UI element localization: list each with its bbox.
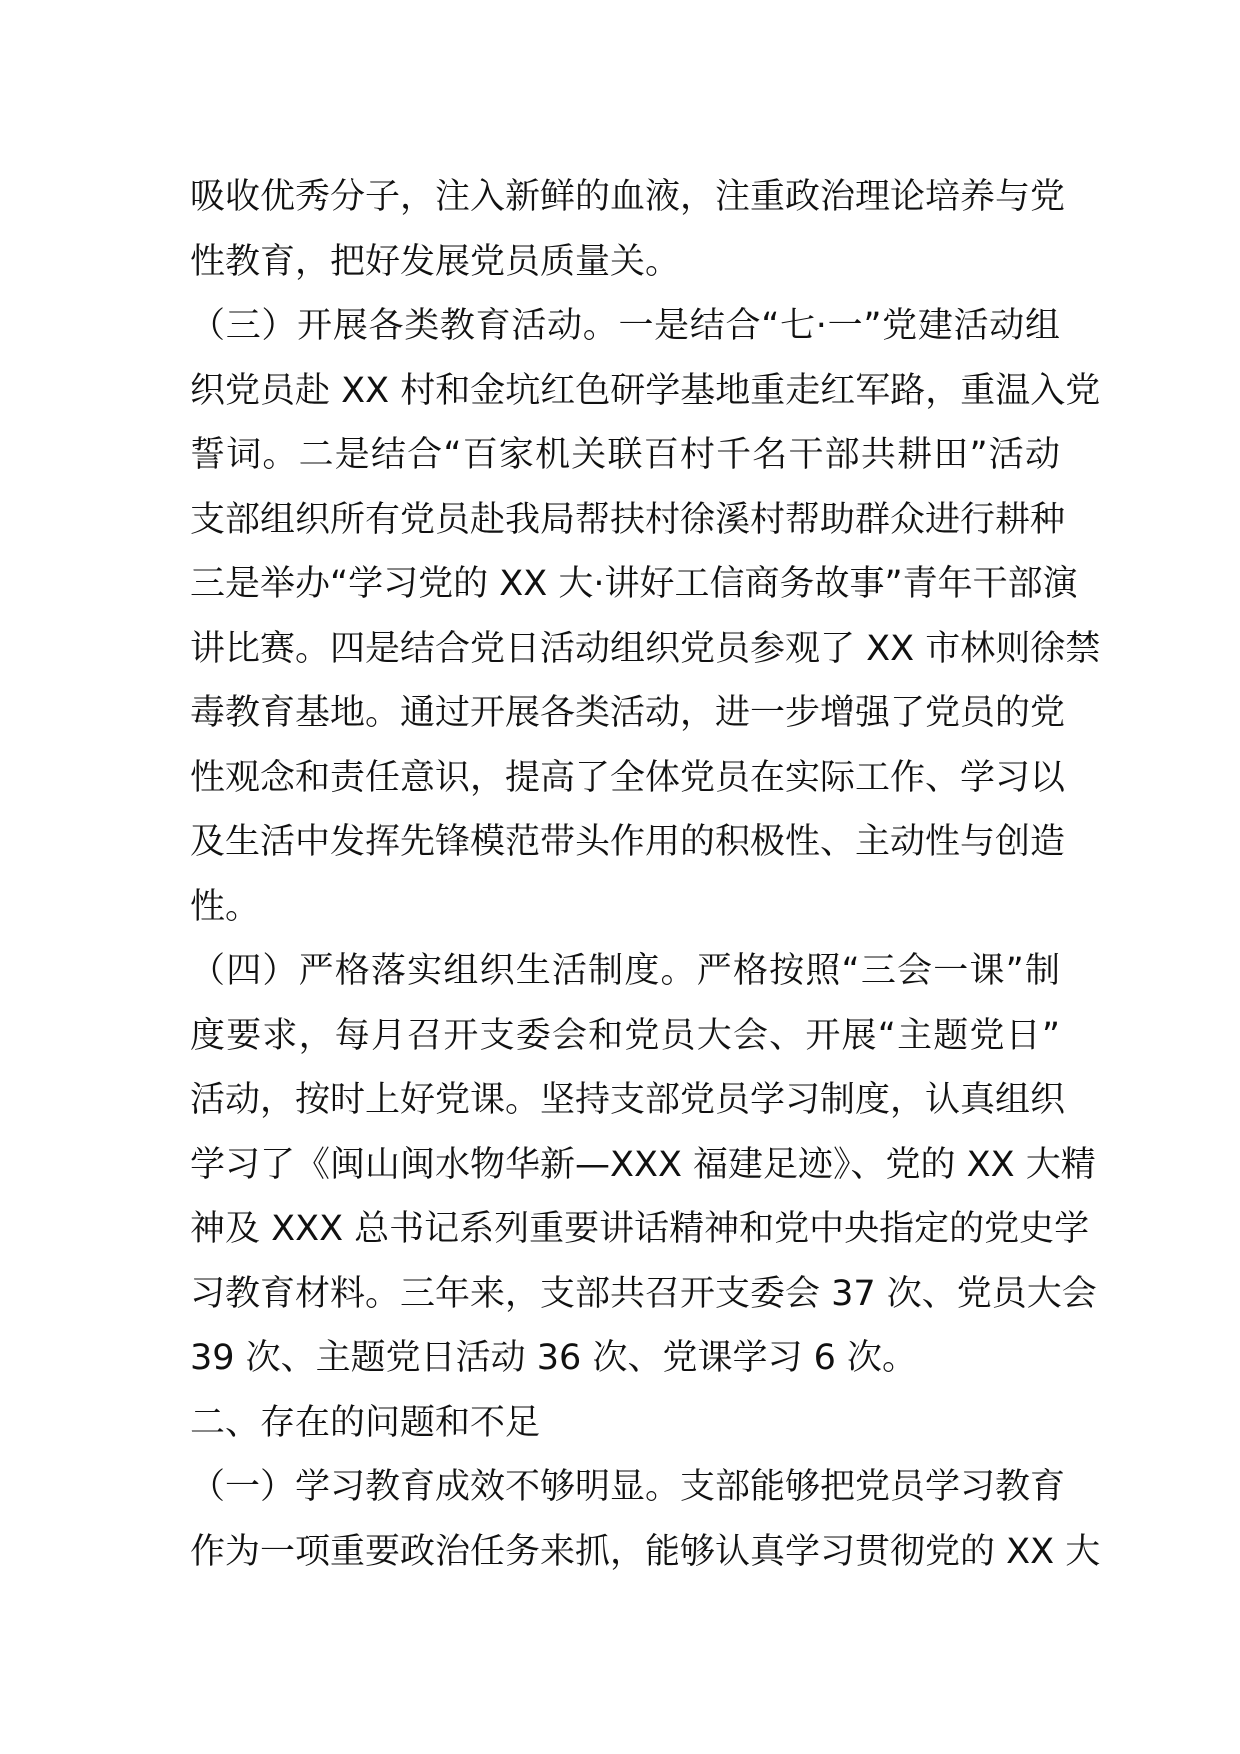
text-line: 学习了《闽山闽水物华新—XXX 福建足迹》、党的 XX 大精 (190, 1144, 1096, 1185)
text-line: 誓词。二是结合“百家机关联百村千名干部共耕田”活动 (190, 435, 1060, 475)
section-heading: 二、存在的问题和不足 (190, 1402, 541, 1443)
text-line: 度要求，每月召开支委会和党员大会、开展“主题党日” (190, 1015, 1060, 1056)
text-line: 性观念和责任意识，提高了全体党员在实际工作、学习以 (190, 757, 1066, 798)
text-line: 讲比赛。四是结合党日活动组织党员参观了 XX 市林则徐禁 (190, 628, 1101, 669)
text-line: 性教育，把好发展党员质量关。 (190, 241, 681, 282)
text-line: 及生活中发挥先锋模范带头作用的积极性、主动性与创造 (190, 822, 1066, 862)
text-line: 作为一项重要政治任务来抓，能够认真学习贯彻党的 XX 大 (190, 1531, 1101, 1572)
text-line: 性。 (190, 886, 261, 927)
text-line: （一）学习教育成效不够明显。支部能够把党员学习教育 (190, 1467, 1066, 1507)
text-line: 毒教育基地。通过开展各类活动，进一步增强了党员的党 (190, 693, 1066, 733)
text-line: 神及 XXX 总书记系列重要讲话精神和党中央指定的党史学 (190, 1209, 1090, 1249)
text-line: 织党员赴 XX 村和金坑红色研学基地重走红军路，重温入党 (190, 370, 1101, 411)
text-line: （三）开展各类教育活动。一是结合“七·一”党建活动组 (190, 306, 1060, 346)
text-line: 三是举办“学习党的 XX 大·讲好工信商务故事”青年干部演 (190, 564, 1078, 604)
document-body (190, 165, 1101, 1584)
text-line: 支部组织所有党员赴我局帮扶村徐溪村帮助群众进行耕种 (190, 499, 1066, 540)
text-line: （四）严格落实组织生活制度。严格按照“三会一课”制 (190, 951, 1060, 991)
text-line: 习教育材料。三年来，支部共召开支委会 37 次、党员大会 (190, 1273, 1097, 1314)
text-line: 吸收优秀分子，注入新鲜的血液，注重政治理论培养与党 (190, 177, 1066, 217)
text-line: 39 次、主题党日活动 36 次、党课学习 6 次。 (190, 1338, 917, 1378)
text-line: 活动，按时上好党课。坚持支部党员学习制度，认真组织 (190, 1080, 1066, 1120)
